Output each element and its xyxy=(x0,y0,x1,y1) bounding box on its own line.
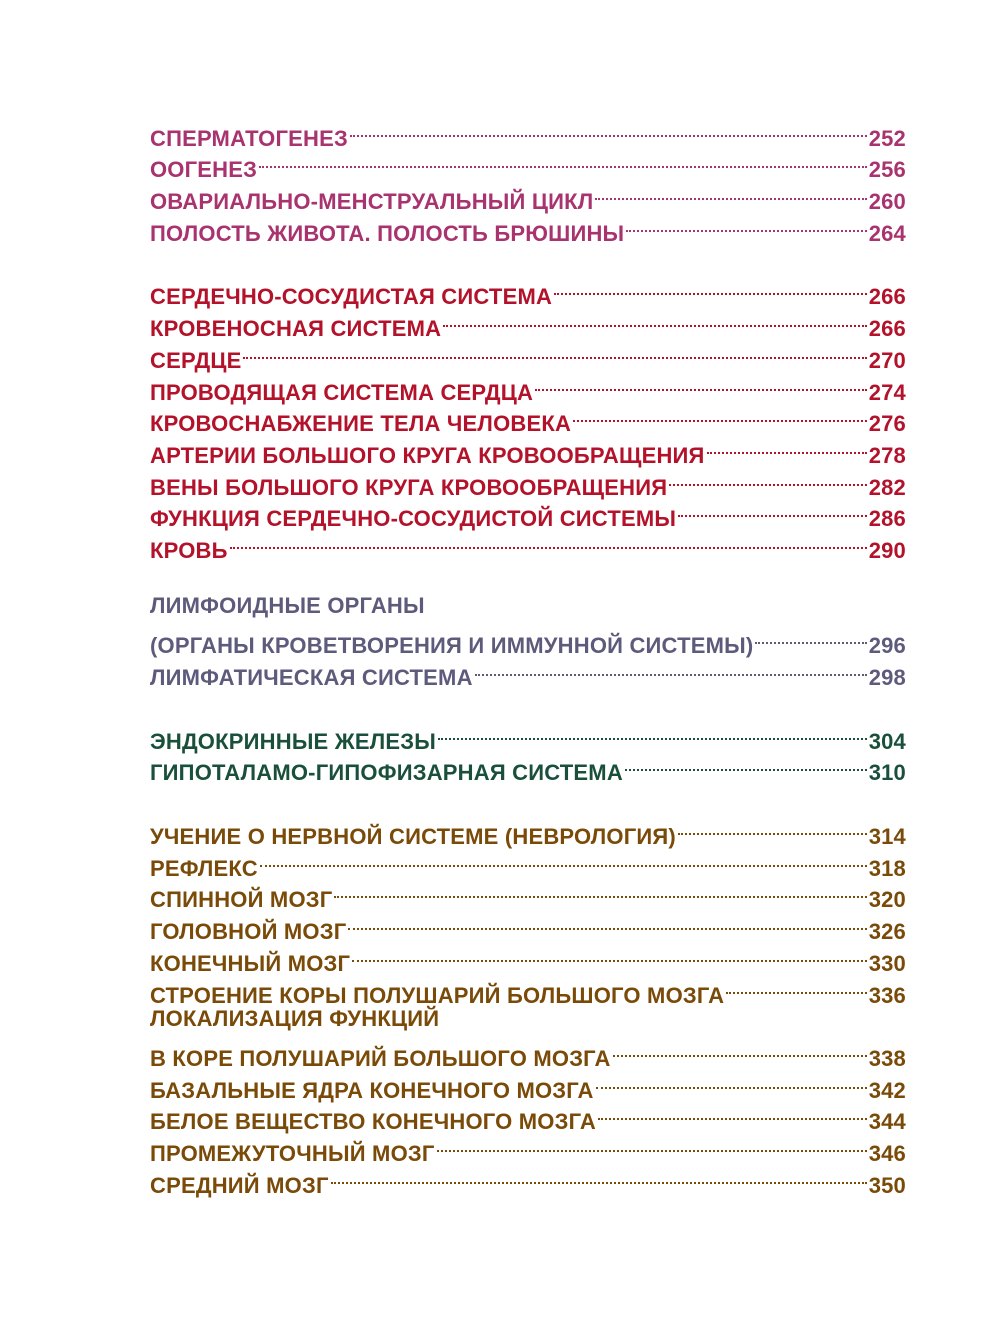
toc-entry-page-number: 290 xyxy=(868,537,906,563)
toc-entry-title: В КОРЕ ПОЛУШАРИЙ БОЛЬШОГО МОЗГА xyxy=(150,1045,611,1071)
toc-entry-title: ПРОВОДЯЩАЯ СИСТЕМА СЕРДЦА xyxy=(150,379,534,405)
toc-entry-page-number: 342 xyxy=(868,1077,906,1103)
toc-entry[interactable] xyxy=(150,1034,906,1071)
dot-leader xyxy=(707,431,867,463)
toc-entry[interactable] xyxy=(150,273,906,310)
toc-entry-title: КРОВЬ xyxy=(150,537,228,563)
toc-entry[interactable] xyxy=(150,336,906,373)
toc-entry-title: ОВАРИАЛЬНО-МЕНСТРУАЛЬНЫЙ ЦИКЛ xyxy=(150,189,594,215)
toc-entry-title: ПРОМЕЖУТОЧНЫЙ МОЗГ xyxy=(150,1140,435,1166)
toc-entry-title: ГОЛОВНОЙ МОЗГ xyxy=(150,919,347,945)
toc-entry-page-number: 336 xyxy=(868,982,906,1008)
toc-entry-title: СПИННОЙ МОЗГ xyxy=(150,887,333,913)
toc-entry[interactable] xyxy=(150,114,906,151)
toc-entry-page-number: 296 xyxy=(868,633,906,659)
dot-leader xyxy=(625,749,867,781)
toc-section xyxy=(150,114,906,246)
toc-entry-page-number: 298 xyxy=(868,665,906,690)
toc-entry-page-number: 278 xyxy=(868,442,906,468)
toc-entry-page-number: 346 xyxy=(868,1140,906,1166)
dot-leader xyxy=(613,1034,867,1066)
toc-entry-page-number: 350 xyxy=(868,1172,906,1198)
toc-entry-title: ЛИМФАТИЧЕСКАЯ СИСТЕМА xyxy=(150,665,473,690)
toc-entry-page-number: 260 xyxy=(868,189,906,215)
toc-entry-page-number: 314 xyxy=(868,824,906,850)
toc-entry-title: ГИПОТАЛАМО-ГИПОФИЗАРНАЯ СИСТЕМА xyxy=(150,760,623,786)
dot-leader xyxy=(755,622,866,654)
toc-entry-page-number: 276 xyxy=(868,411,906,437)
toc-entry[interactable] xyxy=(150,622,906,659)
dot-leader xyxy=(678,495,867,527)
dot-leader xyxy=(726,971,866,1003)
toc-entry[interactable] xyxy=(150,368,906,405)
toc-entry-title: УЧЕНИЕ О НЕРВНОЙ СИСТЕМЕ (НЕВРОЛОГИЯ) xyxy=(150,824,676,850)
toc-entry-page-number: 318 xyxy=(868,855,906,881)
toc-entry-title: ЛОКАЛИЗАЦИЯ ФУНКЦИЙ xyxy=(150,1005,440,1031)
toc-entry-page-number: 330 xyxy=(868,950,906,976)
toc-entry-page-number: 282 xyxy=(868,474,906,500)
dot-leader xyxy=(331,1161,867,1193)
toc-entry-page-number: 286 xyxy=(868,506,906,532)
dot-leader xyxy=(437,1129,867,1161)
toc-entry-page-number: 266 xyxy=(868,316,906,342)
dot-leader xyxy=(626,209,866,241)
toc-entry[interactable] xyxy=(150,526,906,563)
toc-entry-title: БЕЛОЕ ВЕЩЕСТВО КОНЕЧНОГО МОЗГА xyxy=(150,1109,596,1135)
dot-leader xyxy=(598,1098,867,1130)
toc-entry-page-number: 320 xyxy=(868,887,906,913)
toc-section xyxy=(150,590,906,690)
toc-entry-page-number: 274 xyxy=(868,379,906,405)
toc-entry-page-number: 264 xyxy=(868,220,906,246)
toc-entry-title: СПЕРМАТОГЕНЕЗ xyxy=(150,125,348,151)
toc-entry-title: КРОВОСНАБЖЕНИЕ ТЕЛА ЧЕЛОВЕКА xyxy=(150,411,572,437)
dot-leader xyxy=(438,717,867,749)
toc-entry[interactable] xyxy=(150,876,906,913)
toc-entry-title: ПОЛОСТЬ ЖИВОТА. ПОЛОСТЬ БРЮШИНЫ xyxy=(150,220,625,246)
toc-entry-title: СТРОЕНИЕ КОРЫ ПОЛУШАРИЙ БОЛЬШОГО МОЗГА xyxy=(150,982,725,1008)
toc-entry[interactable] xyxy=(150,844,906,881)
toc-entry-title: ВЕНЫ БОЛЬШОГО КРУГА КРОВООБРАЩЕНИЯ xyxy=(150,474,668,500)
toc-section xyxy=(150,273,906,563)
dot-leader xyxy=(678,812,867,844)
toc-entry-page-number: 344 xyxy=(868,1109,906,1135)
dot-leader xyxy=(554,273,867,305)
dot-leader xyxy=(595,177,866,209)
dot-leader xyxy=(243,336,866,368)
toc-entry-title: (ОРГАНЫ КРОВЕТВОРЕНИЯ И ИММУННОЙ СИСТЕМЫ) xyxy=(150,633,754,659)
toc-entry[interactable] xyxy=(150,590,906,622)
toc-entry-page-number: 304 xyxy=(868,728,906,754)
toc-entry[interactable] xyxy=(150,717,906,754)
toc-section xyxy=(150,812,906,1198)
toc-entry-title: ЭНДОКРИННЫЕ ЖЕЛЕЗЫ xyxy=(150,728,436,754)
dot-leader xyxy=(334,876,866,908)
dot-leader xyxy=(475,653,867,685)
toc-entry[interactable] xyxy=(150,812,906,850)
toc-entry[interactable] xyxy=(150,146,906,183)
toc-entry-title: КРОВЕНОСНАЯ СИСТЕМА xyxy=(150,316,442,342)
dot-leader xyxy=(230,526,867,558)
dot-leader xyxy=(259,146,867,178)
table-of-contents xyxy=(150,114,906,1225)
dot-leader xyxy=(352,939,866,971)
toc-entry-title: БАЗАЛЬНЫЕ ЯДРА КОНЕЧНОГО МОЗГА xyxy=(150,1077,594,1103)
dot-leader xyxy=(260,844,867,876)
dot-leader xyxy=(573,400,867,432)
dot-leader xyxy=(348,907,866,939)
toc-entry-title: АРТЕРИИ БОЛЬШОГО КРУГА КРОВООБРАЩЕНИЯ xyxy=(150,442,705,468)
toc-entry-page-number: 326 xyxy=(868,919,906,945)
dot-leader xyxy=(350,114,867,146)
toc-entry-title: ЛИМФОИДНЫЕ ОРГАНЫ xyxy=(150,592,425,618)
toc-entry[interactable] xyxy=(150,177,906,215)
toc-entry-title: СЕРДЕЧНО-СОСУДИСТАЯ СИСТЕМА xyxy=(150,284,553,310)
toc-entry-title: ООГЕНЕЗ xyxy=(150,157,258,183)
toc-section xyxy=(150,717,906,786)
dot-leader xyxy=(443,304,866,336)
dot-leader xyxy=(535,368,867,400)
toc-entry-page-number: 256 xyxy=(868,157,906,183)
toc-entry-page-number: 310 xyxy=(868,760,906,786)
toc-entry-page-number: 338 xyxy=(868,1045,906,1071)
toc-entry-title: СЕРДЦЕ xyxy=(150,347,242,373)
toc-entry-page-number: 252 xyxy=(868,125,906,151)
toc-entry-title: КОНЕЧНЫЙ МОЗГ xyxy=(150,950,351,976)
toc-entry-title: СРЕДНИЙ МОЗГ xyxy=(150,1172,329,1198)
dot-leader xyxy=(596,1066,867,1098)
dot-leader xyxy=(669,463,866,495)
toc-entry-page-number: 266 xyxy=(868,284,906,310)
toc-entry-page-number: 270 xyxy=(868,347,906,373)
toc-entry-title: РЕФЛЕКС xyxy=(150,855,258,881)
toc-entry-title: ФУНКЦИЯ СЕРДЕЧНО-СОСУДИСТОЙ СИСТЕМЫ xyxy=(150,506,677,532)
